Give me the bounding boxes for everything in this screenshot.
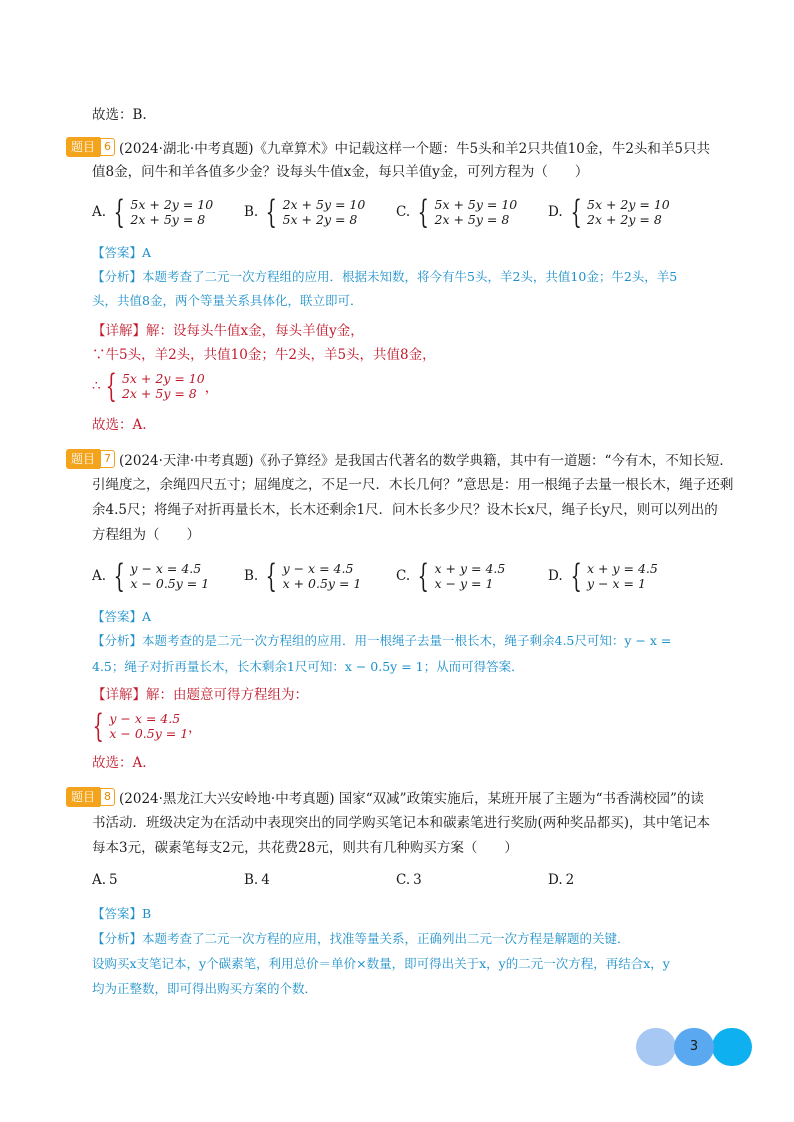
q7-option-a: A. { y − x = 4.5 x − 0.5y = 1 — [92, 557, 210, 595]
q7-detail-line1: 【详解】解：由题意可得方程组为： — [92, 687, 308, 703]
q6-analysis-line1: 【分析】本题考查了二元一次方程组的应用．根据未知数，将今有牛5头，羊2头，共值10金；牛2头，羊5 — [92, 269, 678, 284]
question-7-text-line4: 方程组为（ ） — [92, 527, 200, 543]
question-6-text-line1: (2024·湖北·中考真题)《九章算术》中记载这样一个题：牛5头和羊2只共值10金，牛2头和羊5只共 — [119, 141, 711, 157]
q7-option-c: C. { x + y = 4.5 x − y = 1 — [396, 557, 506, 595]
q8-answer: 【答案】B — [92, 906, 152, 921]
q8-analysis-line2: 设购买x支笔记本，y个碳素笔，利用总价＝单价×数量，即可得出关于x，y的二元一次方程，再结合x，y — [92, 956, 670, 971]
question-8-text-line1: (2024·黑龙江大兴安岭地·中考真题) 国家“双减”政策实施后，某班开展了主题为“书香满校园”的读 — [119, 791, 704, 807]
question-badge: 题目 — [66, 137, 100, 157]
q6-conclusion: 故选：A. — [92, 417, 147, 433]
question-7-text-line2: 引绳度之，余绳四尺五寸；屈绳度之，不足一尺．木长几何？”意思是：用一根绳子去量一根长木，绳子还剩 — [92, 477, 734, 493]
q6-option-a: A. { 5x + 2y = 10 2x + 5y = 8 — [92, 193, 214, 231]
question-8-header — [66, 787, 704, 807]
q6-detail-line1: 【详解】解：设每头牛值x金，每头羊值y金， — [92, 323, 364, 339]
question-8-text-line2: 书活动．班级决定为在活动中表现突出的同学购买笔记本和碳素笔进行奖励(两种奖品都买)，其中笔记本 — [92, 815, 711, 831]
q7-option-b: B. { y − x = 4.5 x + 0.5y = 1 — [244, 557, 362, 595]
q8-option-b: B. 4 — [244, 872, 270, 888]
q6-option-c: C. { 5x + 5y = 10 2x + 5y = 8 — [396, 193, 518, 231]
page-number: 3 — [689, 1039, 699, 1054]
q6-detail-system: ∴ { 5x + 2y = 10 2x + 5y = 8 ， — [92, 367, 219, 405]
q6-option-b: B. { 2x + 5y = 10 5x + 2y = 8 — [244, 193, 366, 231]
q6-answer: 【答案】A — [92, 245, 152, 260]
q7-option-d: D. { x + y = 4.5 y − x = 1 — [548, 557, 658, 595]
question-7-header — [66, 449, 733, 469]
question-6-header — [66, 137, 710, 157]
page-number-indicator — [636, 1028, 752, 1066]
question-8-text-line3: 每本3元，碳素笔每支2元，共花费28元，则共有几种购买方案（ ） — [92, 840, 518, 856]
q8-option-a: A. 5 — [92, 872, 118, 888]
question-badge: 题目 — [66, 449, 100, 469]
question-number: 7 — [100, 450, 115, 468]
q6-analysis-line2: 头，共值8金，两个等量关系具体化，联立即可． — [92, 293, 363, 308]
q7-conclusion: 故选：A. — [92, 755, 147, 771]
question-number: 6 — [100, 138, 115, 156]
question-7-text-line3: 余4.5尺；将绳子对折再量长木，长木还剩余1尺．问木长多少尺？设木长x尺，绳子长y尺，则可以列出的 — [92, 502, 718, 518]
question-number: 8 — [100, 788, 115, 806]
question-6-text-line2: 值8金，问牛和羊各值多少金？设每头牛值x金，每只羊值y金，可列方程为（ ） — [92, 164, 589, 180]
q6-option-d: D. { 5x + 2y = 10 2x + 2y = 8 — [548, 193, 670, 231]
q6-detail-line2: ∵牛5头，羊2头，共值10金；牛2头，羊5头，共值8金， — [92, 347, 436, 363]
prev-conclusion: 故选：B. — [92, 107, 147, 123]
q7-answer: 【答案】A — [92, 609, 152, 624]
question-7-text-line1: (2024·天津·中考真题)《孙子算经》是我国古代著名的数学典籍，其中有一道题：“今有木，不知长短． — [119, 453, 733, 469]
q8-analysis-line3: 均为正整数，即可得出购买方案的个数． — [92, 981, 318, 996]
decor-circle-right — [712, 1028, 752, 1066]
decor-circle-left — [636, 1028, 676, 1066]
q7-analysis-line2: 4.5；绳子对折再量长木，长木剩余1尺可知：x − 0.5y = 1；从而可得答案． — [92, 659, 524, 674]
q7-analysis-line1: 【分析】本题考查的是二元一次方程组的应用．用一根绳子去量一根长木，绳子剩余4.5尺可知：y − x = — [92, 633, 672, 648]
q7-detail-system: { y − x = 4.5 x − 0.5y = 1 ， — [92, 707, 202, 745]
q8-analysis-line1: 【分析】本题考查了二元一次方程的应用，找准等量关系，正确列出二元一次方程是解题的关键． — [92, 931, 630, 946]
q8-option-d: D. 2 — [548, 872, 575, 888]
q8-option-c: C. 3 — [396, 872, 422, 888]
question-badge: 题目 — [66, 787, 100, 807]
